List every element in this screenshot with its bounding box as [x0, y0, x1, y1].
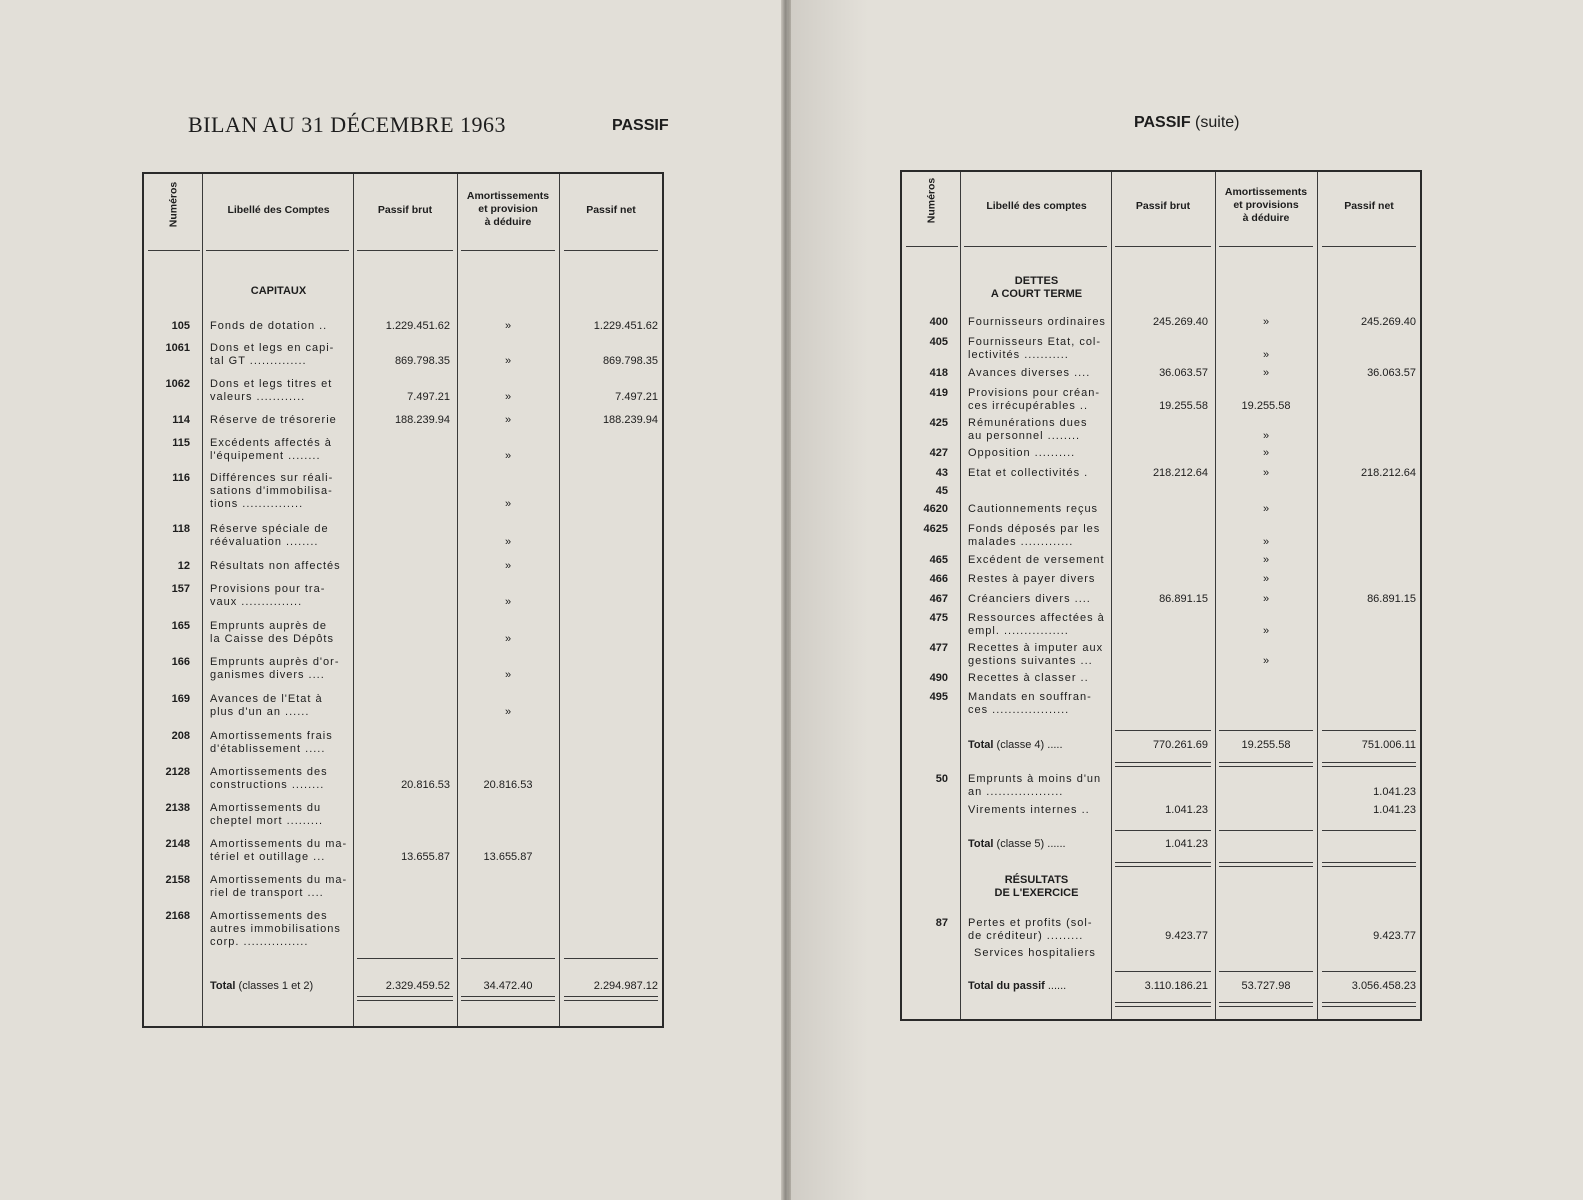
right-account-label: Provisions pour créan-	[968, 387, 1101, 399]
right-account-number: 427	[929, 447, 948, 459]
left-account-label-cont: réévaluation ........	[210, 536, 319, 548]
left-account-label: Amortissements du ma-	[210, 874, 348, 886]
left-account-label-cont: vaux ...............	[210, 596, 303, 608]
left-account-number: 1062	[165, 378, 190, 390]
right-column-rule	[1215, 172, 1216, 1019]
right-total-net: 751.006.11	[1361, 739, 1416, 751]
right-passif-brut: 36.063.57	[1159, 367, 1208, 379]
left-passif-brut: 869.798.35	[394, 355, 450, 367]
left-account-label-cont: ganismes divers ....	[210, 669, 325, 681]
right-header-underline	[906, 246, 958, 247]
left-page-title: BILAN AU 31 DÉCEMBRE 1963	[188, 112, 507, 137]
left-account-label-cont: valeurs ............	[210, 391, 306, 403]
left-header-underline	[206, 250, 349, 251]
right-account-number: 490	[929, 672, 948, 684]
left-amortissements: »	[504, 320, 512, 332]
right-amortissements: »	[1262, 593, 1270, 605]
right-passif-net: 36.063.57	[1367, 367, 1416, 379]
right-account-label: Recettes à imputer aux	[968, 642, 1104, 654]
right-sum-rule	[1115, 730, 1211, 731]
right-total-label-bold: Total du passif	[968, 980, 1045, 992]
right-account-number: 425	[929, 417, 948, 429]
right-header-underline	[1322, 246, 1416, 247]
left-account-number: 208	[171, 730, 190, 742]
left-amortissements: 20.816.53	[483, 779, 533, 791]
right-balance-table	[900, 170, 1422, 1021]
right-title-rest: (suite)	[1190, 114, 1240, 131]
right-sum-rule	[1322, 730, 1416, 731]
right-account-number: 43	[935, 467, 948, 479]
right-account-label: Rémunérations dues	[968, 417, 1088, 429]
right-sum-rule	[1219, 830, 1313, 831]
right-total-net: 3.056.458.23	[1351, 980, 1416, 992]
left-account-label: Amortissements du	[210, 802, 322, 814]
left-account-label: Résultats non affectés	[210, 560, 341, 572]
left-account-label: Emprunts auprès de	[210, 620, 328, 632]
left-account-number: 157	[171, 583, 190, 595]
left-sum-rule	[564, 958, 658, 959]
left-account-label-cont: la Caisse des Dépôts	[210, 633, 334, 645]
left-account-label-cont: l'équipement ........	[210, 450, 321, 462]
right-account-label: Emprunts à moins d'un	[968, 773, 1102, 785]
right-sum-rule	[1219, 971, 1313, 972]
right-column-rule	[1317, 172, 1318, 1019]
right-account-number: 418	[929, 367, 948, 379]
left-account-label: Provisions pour tra-	[210, 583, 326, 595]
right-double-rule	[1115, 1002, 1211, 1007]
left-passif-net: 188.239.94	[602, 414, 658, 426]
left-passif-net: 869.798.35	[602, 355, 658, 367]
right-account-label-cont: ces irrécupérables ..	[968, 400, 1089, 412]
right-account-label-cont: au personnel ........	[968, 430, 1081, 442]
right-amortissements: »	[1262, 316, 1270, 328]
right-account-label: Avances diverses ....	[968, 367, 1091, 379]
left-section-capitaux: CAPITAUX	[250, 285, 307, 297]
left-amortissements: »	[504, 414, 512, 426]
left-header-amort: Amortissements et provision à déduire	[466, 190, 550, 228]
right-double-rule	[1115, 762, 1211, 767]
right-passif-brut: 86.891.15	[1159, 593, 1208, 605]
right-sum-rule	[1115, 971, 1211, 972]
right-account-number: 465	[929, 554, 948, 566]
right-total-amort: 53.727.98	[1241, 980, 1291, 992]
left-account-number: 105	[171, 320, 190, 332]
left-account-label-cont2: corp. ................	[210, 936, 309, 948]
right-total-brut: 1.041.23	[1165, 838, 1208, 850]
right-double-rule	[1115, 862, 1211, 867]
left-total-net: 2.294.987.12	[593, 980, 658, 992]
right-account-label: Pertes et profits (sol-	[968, 917, 1093, 929]
right-total-label-bold: Total	[968, 838, 994, 850]
left-account-number: 1061	[165, 342, 190, 354]
right-page-title	[1134, 114, 1240, 132]
left-account-label: Avances de l'Etat à	[210, 693, 323, 705]
right-amortissements: 19.255.58	[1241, 400, 1291, 412]
right-sum-rule	[1322, 971, 1416, 972]
right-header-numeros: Numéros	[925, 177, 938, 224]
right-total-label-bold: Total	[968, 739, 994, 751]
left-amortissements: »	[504, 355, 512, 367]
right-total-label	[968, 739, 1110, 752]
left-account-label: Fonds de dotation ..	[210, 320, 328, 332]
right-passif-net: 86.891.15	[1367, 593, 1416, 605]
right-account-label: Virements internes ..	[968, 804, 1090, 816]
right-account-label-cont: lectivités ...........	[968, 349, 1069, 361]
right-account-label: Recettes à classer ..	[968, 672, 1089, 684]
left-page-subtitle: PASSIF	[612, 117, 669, 134]
left-account-number: 2148	[165, 838, 190, 850]
left-account-label-cont: cheptel mort .........	[210, 815, 324, 827]
left-passif-brut: 20.816.53	[401, 779, 450, 791]
left-header-numeros: Numéros	[167, 181, 180, 228]
left-account-number: 2158	[165, 874, 190, 886]
right-account-number: 405	[929, 336, 948, 348]
right-account-number: 4625	[923, 523, 948, 535]
left-column-rule	[353, 174, 354, 1026]
right-double-rule	[1322, 862, 1416, 867]
right-total-label-rest: (classe 5) ......	[993, 838, 1066, 850]
right-account-number: 4620	[923, 503, 948, 515]
right-account-number: 475	[929, 612, 948, 624]
right-amortissements: »	[1262, 625, 1270, 637]
left-account-number: 2138	[165, 802, 190, 814]
left-account-label: Amortissements du ma-	[210, 838, 348, 850]
left-passif-brut: 13.655.87	[401, 851, 450, 863]
left-account-label: Amortissements des	[210, 910, 328, 922]
right-section-dettes: DETTES A COURT TERME	[990, 275, 1083, 300]
right-passif-net: 1.041.23	[1373, 786, 1416, 798]
right-header-amort: Amortissements et provisions à déduire	[1224, 186, 1308, 224]
right-account-label: Opposition ..........	[968, 447, 1076, 459]
left-account-number: 2168	[165, 910, 190, 922]
right-passif-brut: 19.255.58	[1159, 400, 1208, 412]
right-header-libelle: Libellé des comptes	[986, 200, 1087, 212]
right-total-brut: 770.261.69	[1152, 739, 1208, 751]
right-account-label: Etat et collectivités .	[968, 467, 1089, 479]
right-account-number: 495	[929, 691, 948, 703]
left-column-rule	[559, 174, 560, 1026]
left-amortissements: »	[504, 498, 512, 510]
right-account-label-cont: empl. ................	[968, 625, 1069, 637]
right-amortissements: »	[1262, 467, 1270, 479]
right-passif-brut: 218.212.64	[1152, 467, 1208, 479]
right-account-label: Ressources affectées à	[968, 612, 1105, 624]
left-account-label-cont2: tions ...............	[210, 498, 304, 510]
right-account-label: Fournisseurs Etat, col-	[968, 336, 1102, 348]
left-account-label: Différences sur réali-	[210, 472, 334, 484]
right-account-label-cont: gestions suivantes ...	[968, 655, 1093, 667]
right-account-label: Excédent de versement	[968, 554, 1105, 566]
right-account-label: Restes à payer divers	[968, 573, 1096, 585]
right-sum-rule	[1322, 830, 1416, 831]
left-account-label: Dons et legs en capi-	[210, 342, 335, 354]
right-passif-net: 245.269.40	[1360, 316, 1416, 328]
left-account-label: Dons et legs titres et	[210, 378, 333, 390]
right-header-underline	[964, 246, 1107, 247]
right-account-label: Fournisseurs ordinaires	[968, 316, 1106, 328]
left-account-label: Réserve spéciale de	[210, 523, 329, 535]
right-account-number: 50	[935, 773, 948, 785]
right-total-label	[968, 980, 1110, 993]
right-passif-net: 218.212.64	[1360, 467, 1416, 479]
right-account-label: Créanciers divers ....	[968, 593, 1091, 605]
left-account-number: 115	[172, 437, 190, 449]
right-sum-rule	[1219, 730, 1313, 731]
right-amortissements: »	[1262, 536, 1270, 548]
left-amortissements: »	[504, 669, 512, 681]
right-total-brut: 3.110.186.21	[1144, 980, 1208, 992]
left-account-label: Emprunts auprès d'or-	[210, 656, 340, 668]
left-passif-brut: 7.497.21	[407, 391, 450, 403]
left-sum-rule	[357, 958, 453, 959]
right-header-brut: Passif brut	[1135, 200, 1191, 212]
left-amortissements: »	[504, 536, 512, 548]
left-account-label-cont: autres immobilisations	[210, 923, 341, 935]
right-sum-rule	[1115, 830, 1211, 831]
left-total-label-rest: (classes 1 et 2)	[235, 980, 314, 992]
right-double-rule	[1322, 762, 1416, 767]
right-amortissements: »	[1262, 573, 1270, 585]
right-account-number: 466	[929, 573, 948, 585]
right-passif-brut: 245.269.40	[1152, 316, 1208, 328]
right-amortissements: »	[1262, 349, 1270, 361]
left-passif-net: 1.229.451.62	[593, 320, 658, 332]
left-header-libelle: Libellé des Comptes	[227, 204, 330, 216]
right-account-number: 87	[935, 917, 948, 929]
left-header-net: Passif net	[586, 204, 636, 216]
right-amortissements: »	[1262, 503, 1270, 515]
left-account-label-cont: d'établissement .....	[210, 743, 326, 755]
left-total-amort: 34.472.40	[483, 980, 533, 992]
right-total-label-rest: (classe 4) .....	[993, 739, 1063, 751]
left-account-number: 165	[171, 620, 190, 632]
right-amortissements: »	[1262, 447, 1270, 459]
right-title-bold: PASSIF	[1134, 114, 1191, 131]
left-account-label-cont: tal GT ..............	[210, 355, 307, 367]
right-account-label-cont: an ...................	[968, 786, 1064, 798]
right-account-number: 419	[929, 387, 948, 399]
left-account-label: Amortissements des	[210, 766, 328, 778]
left-account-number: 116	[172, 472, 190, 484]
left-double-rule	[461, 996, 555, 1001]
right-header-net: Passif net	[1344, 200, 1394, 212]
left-account-label-cont: riel de transport ....	[210, 887, 324, 899]
left-passif-net: 7.497.21	[615, 391, 658, 403]
left-account-number: 114	[172, 414, 190, 426]
left-header-underline	[461, 250, 555, 251]
right-amortissements: »	[1262, 367, 1270, 379]
right-account-number: 477	[929, 642, 948, 654]
left-header-underline	[564, 250, 658, 251]
left-amortissements: »	[504, 596, 512, 608]
left-account-label-cont: constructions ........	[210, 779, 325, 791]
left-account-number: 118	[172, 523, 190, 535]
page-shadow	[788, 0, 868, 1200]
right-account-label-cont: malades .............	[968, 536, 1074, 548]
left-sum-rule	[461, 958, 555, 959]
right-passif-brut: 1.041.23	[1165, 804, 1208, 816]
left-account-number: 166	[171, 656, 190, 668]
left-amortissements: »	[504, 450, 512, 462]
right-passif-net: 9.423.77	[1373, 930, 1416, 942]
left-column-rule	[457, 174, 458, 1026]
right-account-label-cont: de créditeur) .........	[968, 930, 1084, 942]
left-amortissements: »	[504, 633, 512, 645]
left-balance-table	[142, 172, 664, 1028]
right-account-number: 400	[929, 316, 948, 328]
left-account-label: Amortissements frais	[210, 730, 333, 742]
left-header-brut: Passif brut	[377, 204, 433, 216]
right-amortissements: »	[1262, 655, 1270, 667]
right-amortissements: »	[1262, 430, 1270, 442]
right-account-label: Cautionnements reçus	[968, 503, 1099, 515]
left-header-underline	[357, 250, 453, 251]
right-services-hospitaliers: Services hospitaliers	[974, 947, 1096, 959]
left-account-label: Réserve de trésorerie	[210, 414, 337, 426]
right-account-number: 45	[935, 485, 948, 497]
right-passif-net: 1.041.23	[1373, 804, 1416, 816]
left-amortissements: »	[504, 560, 512, 572]
left-passif-brut: 1.229.451.62	[385, 320, 450, 332]
left-account-label: Excédents affectés à	[210, 437, 332, 449]
right-total-label-rest: ......	[1044, 980, 1067, 992]
right-header-underline	[1115, 246, 1211, 247]
right-account-label-cont: ces ...................	[968, 704, 1070, 716]
left-double-rule	[357, 996, 453, 1001]
right-header-underline	[1219, 246, 1313, 247]
left-total-brut: 2.329.459.52	[385, 980, 450, 992]
left-account-label-cont: sations d'immobilisa-	[210, 485, 333, 497]
left-account-number: 12	[177, 560, 190, 572]
right-account-label: Fonds déposés par les	[968, 523, 1101, 535]
right-amortissements: »	[1262, 554, 1270, 566]
left-amortissements: 13.655.87	[483, 851, 533, 863]
left-account-number: 2128	[165, 766, 190, 778]
left-amortissements: »	[504, 706, 512, 718]
right-double-rule	[1219, 762, 1313, 767]
right-double-rule	[1219, 862, 1313, 867]
left-total-label	[210, 980, 352, 993]
right-total-label	[968, 838, 1110, 851]
left-total-label-bold: Total	[210, 980, 236, 992]
left-column-rule	[202, 174, 203, 1026]
left-double-rule	[564, 996, 658, 1001]
right-total-amort: 19.255.58	[1241, 739, 1291, 751]
left-passif-brut: 188.239.94	[394, 414, 450, 426]
left-account-label-cont: tériel et outillage ...	[210, 851, 326, 863]
right-account-number: 467	[929, 593, 948, 605]
left-account-number: 169	[171, 693, 190, 705]
right-double-rule	[1219, 1002, 1313, 1007]
left-header-underline	[148, 250, 200, 251]
right-account-label: Mandats en souffran-	[968, 691, 1092, 703]
right-column-rule	[960, 172, 961, 1019]
left-account-label-cont: plus d'un an ......	[210, 706, 310, 718]
left-amortissements: »	[504, 391, 512, 403]
right-section-resultats: RÉSULTATS DE L'EXERCICE	[994, 874, 1079, 899]
right-double-rule	[1322, 1002, 1416, 1007]
right-passif-brut: 9.423.77	[1165, 930, 1208, 942]
